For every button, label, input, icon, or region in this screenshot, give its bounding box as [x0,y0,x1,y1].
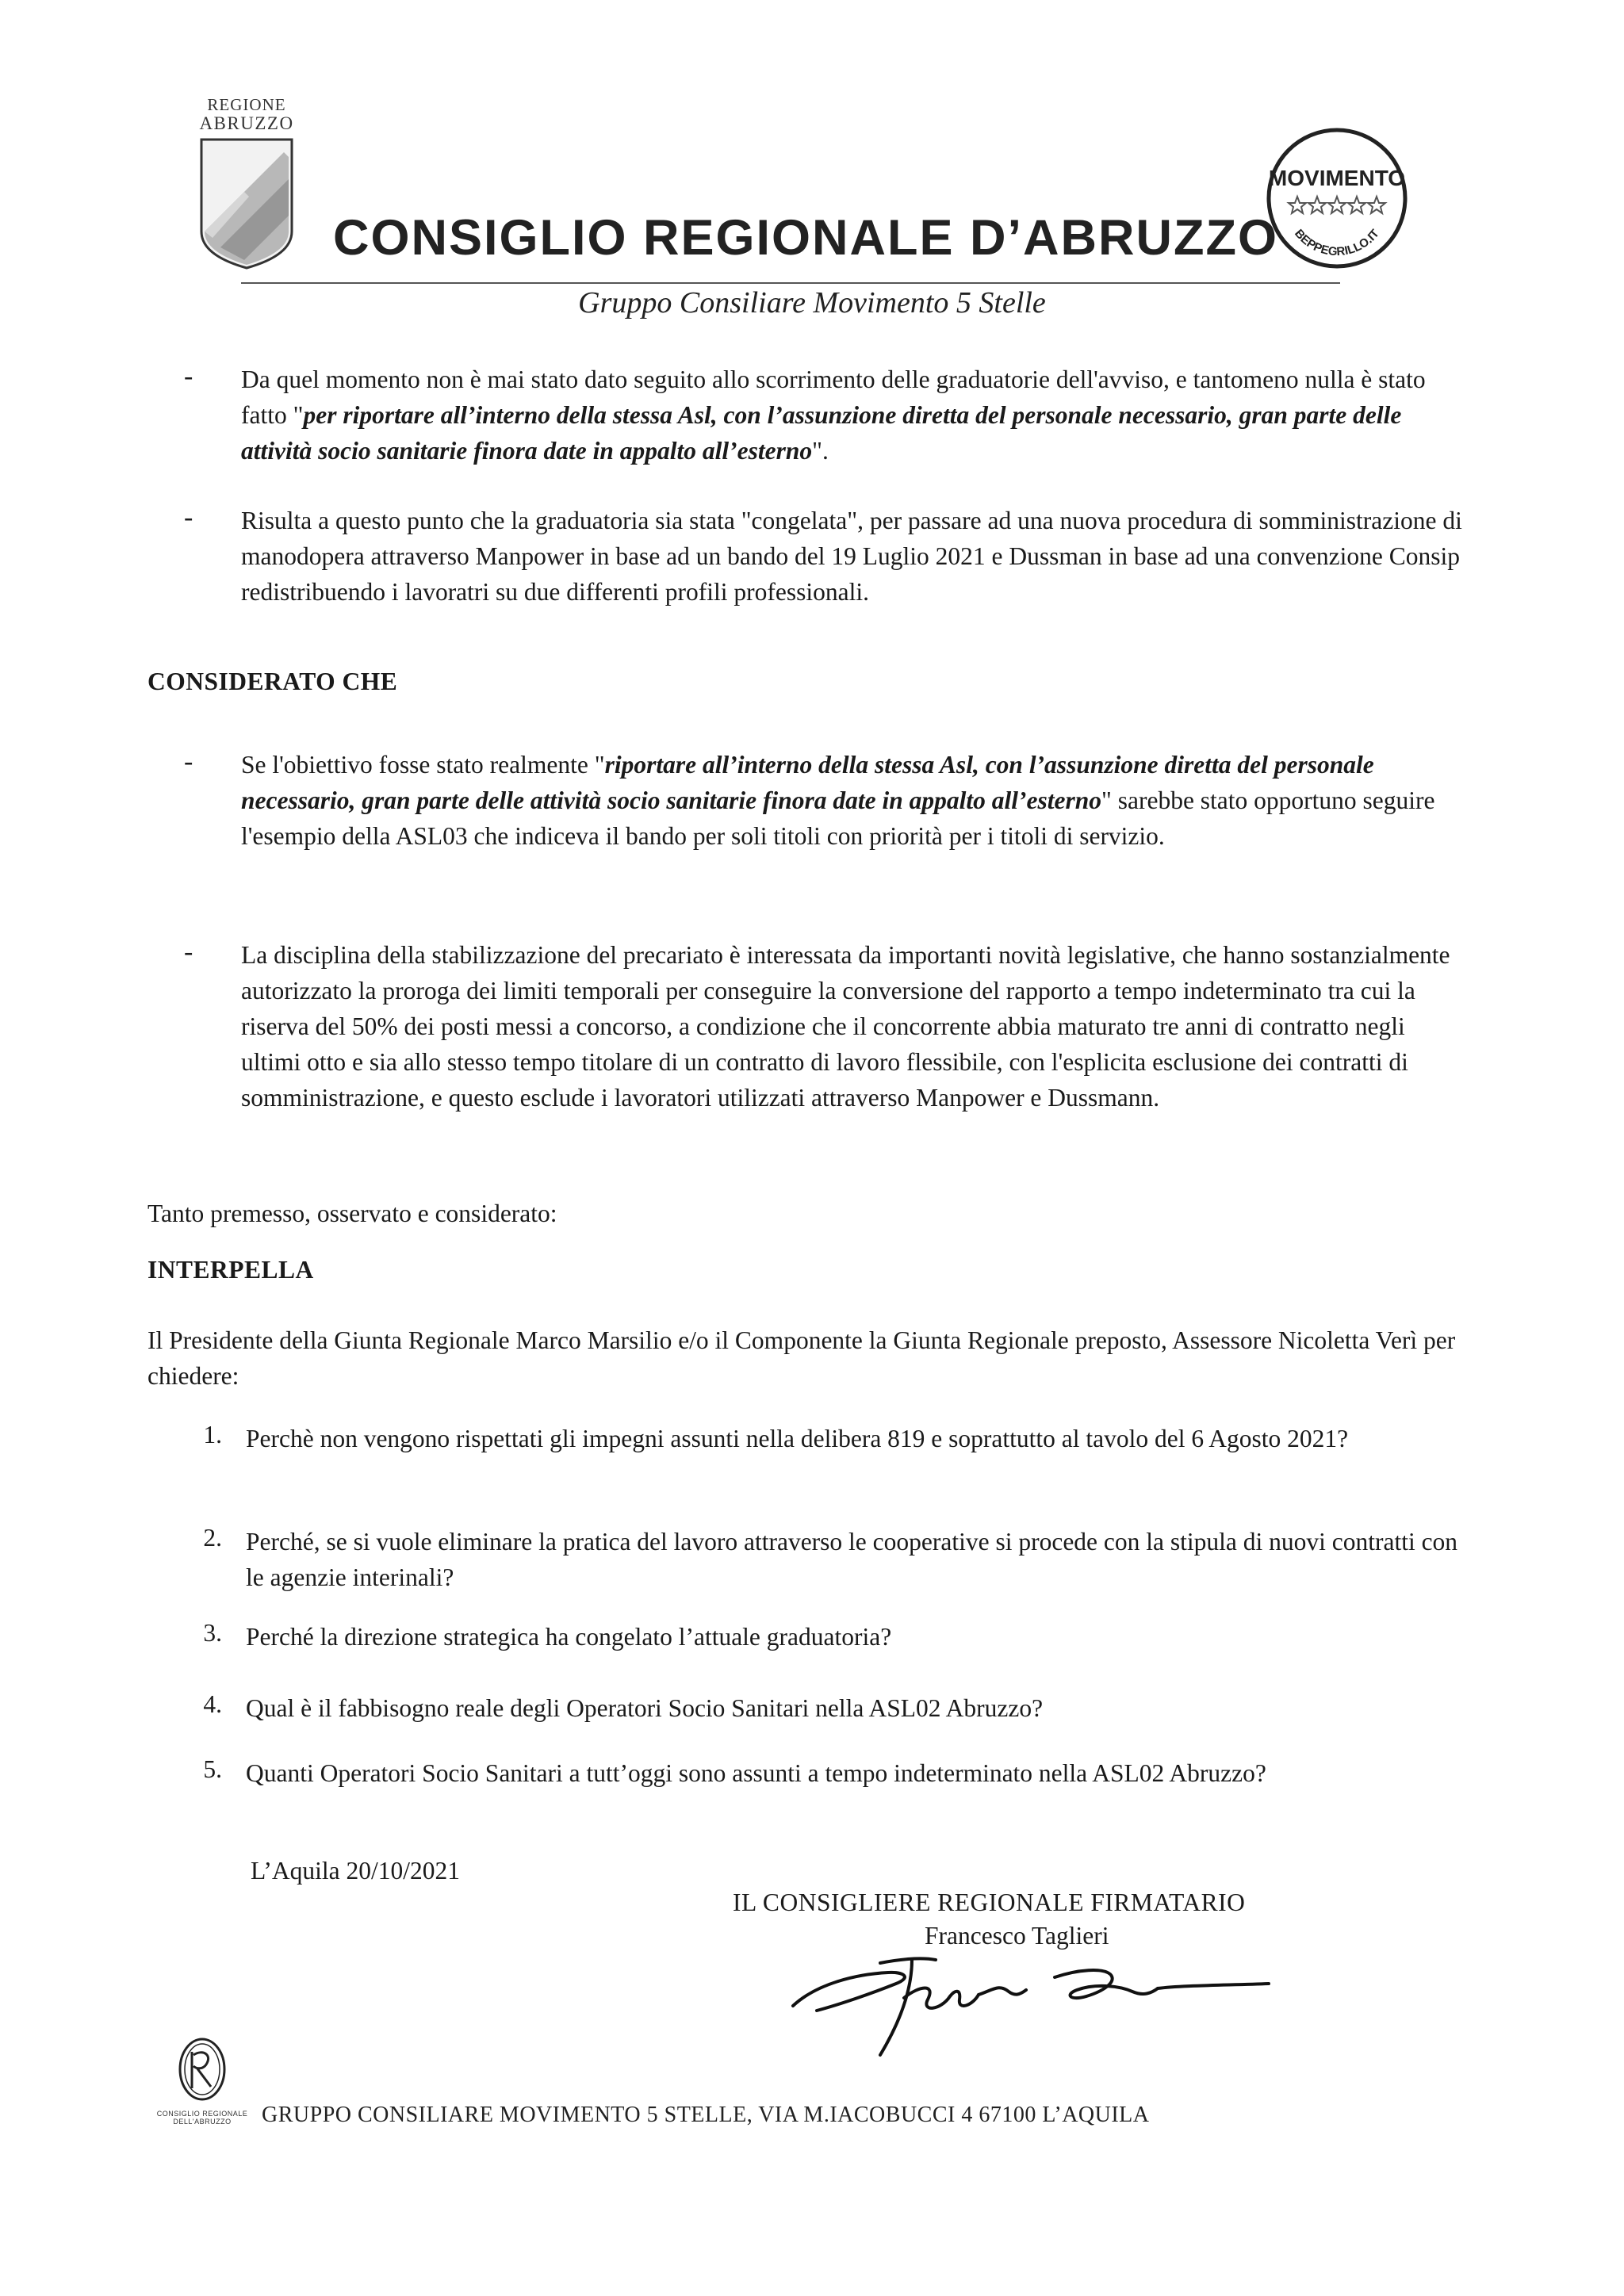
premise-text: Da quel momento non è mai stato dato seguito allo scorrimento delle graduatorie dell'avviso, e tantomeno nulla è stato fatto " [241,365,1426,429]
council-seal-icon [147,2034,257,2106]
considerato-text-end: " sarebbe stato opportuno seguire l'esempio della ASL03 che indiceva il bando per soli titoli con priorità per i titoli di servizio. [241,786,1435,850]
region-logo-line2: ABRUZZO [199,113,294,133]
question-text: Perché, se si vuole eliminare la pratica del lavoro attraverso le cooperative si procede con la stipula di nuovi contratti con le agenzie interinali? [246,1528,1458,1591]
question-number: 5. [203,1755,222,1783]
question-text: Quanti Operatori Socio Sanitari a tutt’oggi sono assunti a tempo indeterminato nella ASL02 Abruzzo? [246,1759,1266,1787]
question-text: Perché la direzione strategica ha congelato l’attuale graduatoria? [246,1623,892,1651]
question-text: Perchè non vengono rispettati gli impegni assunti nella delibera 819 e soprattutto al tavolo del 6 Agosto 2021? [246,1425,1349,1452]
section-heading-interpella: INTERPELLA [147,1256,314,1284]
considerato-paragraph [241,747,1465,854]
considerato-paragraph [241,937,1465,1115]
premise-paragraph [241,362,1465,469]
question-number: 4. [203,1690,222,1718]
question-text: Qual è il fabbisogno reale degli Operatori Socio Sanitari nella ASL02 Abruzzo? [246,1694,1044,1722]
seal-text-line2: DELL'ABRUZZO [173,2118,232,2126]
handwritten-signature-icon [785,1928,1277,2063]
header-divider [241,282,1340,284]
group-subtitle: Gruppo Consiliare Movimento 5 Stelle [578,286,1046,320]
signer-role: IL CONSIGLIERE REGIONALE FIRMATARIO [733,1888,1246,1916]
bullet-dash: - [184,937,193,966]
bullet-dash: - [184,503,193,532]
section-heading-considerato: CONSIDERATO CHE [147,668,398,695]
premise-text: Risulta a questo punto che la graduatoria sia stata "congelata", per passare ad una nuova procedura di somministrazione di manodopera attraverso Manpower in base ad un bando del 19 Luglio 2021 e Dussman in base ad una convenzione Consip redistribuendo i lavoratri su due differenti profili professionali. [241,507,1462,606]
interpella-addressee: Il Presidente della Giunta Regionale Marco Marsilio e/o il Componente la Giunta Regionale preposto, Assessore Nicoletta Verì per chiedere: [147,1326,1456,1390]
footer-address: GRUPPO CONSILIARE MOVIMENTO 5 STELLE, VIA M.IACOBUCCI 4 67100 L’AQUILA [262,2103,1150,2127]
region-abruzzo-logo [197,95,297,275]
signer-name: Francesco Taglieri [925,1922,1109,1950]
council-seal [147,2034,257,2126]
movimento-5-stelle-logo-icon [1262,124,1411,273]
place-and-date: L’Aquila 20/10/2021 [251,1857,460,1885]
considerato-text: Se l'obiettivo fosse stato realmente " [241,751,605,779]
region-logo-line1: REGIONE [207,95,286,114]
council-title: CONSIGLIO REGIONALE D’ABRUZZO [333,210,1278,266]
closing-line: Tanto premesso, osservato e considerato: [147,1200,557,1227]
premise-quote: per riportare all’interno della stessa Asl, con l’assunzione diretta del personale necessario, gran parte delle attività socio sanitarie finora date in appalto all’esterno [241,401,1402,465]
considerato-quote: riportare all’interno della stessa Asl, con l’assunzione diretta del personale necessario, gran parte delle attività socio sanitarie finora date in appalto all’esterno [241,751,1374,814]
question-number: 2. [203,1524,222,1552]
question-number: 1. [203,1421,222,1448]
premise-paragraph [241,503,1465,610]
m5s-logo-bottom-text: BEPPEGRILLO.IT [1292,227,1382,259]
bullet-dash: - [184,747,193,776]
premise-text-end: ". [812,437,829,465]
seal-text-line1: CONSIGLIO REGIONALE [156,2110,248,2118]
region-shield-icon [197,136,297,271]
m5s-logo-top-text: MOVIMENTO [1268,166,1406,190]
considerato-text: La disciplina della stabilizzazione del precariato è interessata da importanti novità legislative, che hanno sostanzialmente autorizzato la proroga dei limiti temporali per conseguire la conversione del rapporto a tempo indeterminato tra cui la riserva del 50% dei posti messi a concorso, a condizione che il concorrente abbia maturato tre anni di contratto negli ultimi otto e sia allo stesso tempo titolare di un contratto di lavoro flessibile, con l'esplicita esclusione dei contratti di somministrazione, e questo esclude i lavoratori utilizzati attraverso Manpower e Dussmann. [241,941,1450,1112]
bullet-dash: - [184,362,193,391]
question-number: 3. [203,1619,222,1647]
